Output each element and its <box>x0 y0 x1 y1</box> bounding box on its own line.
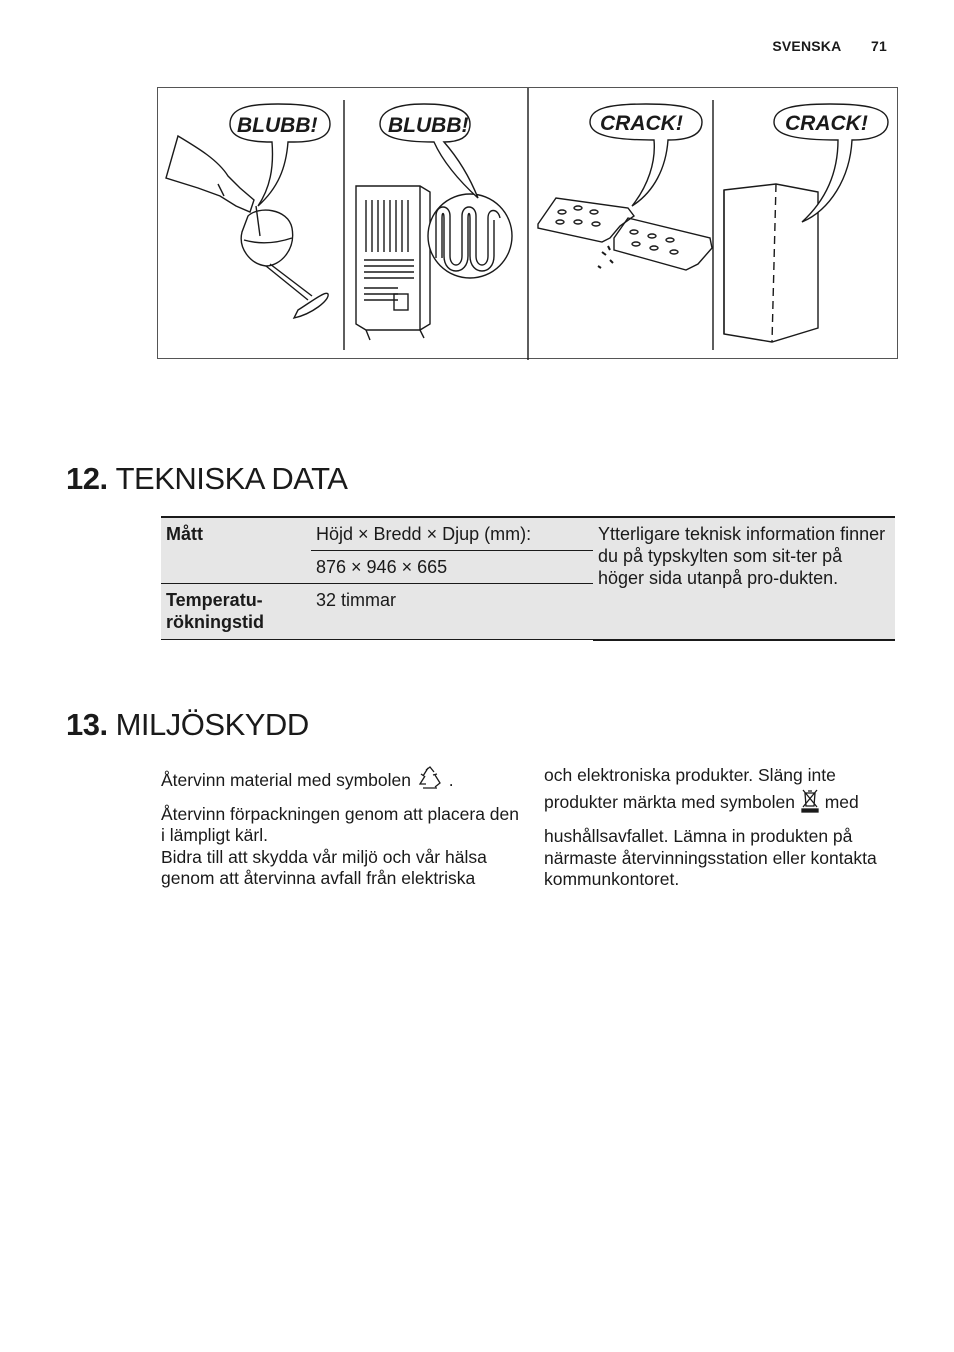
recycle-icon <box>416 766 444 798</box>
section-13-heading <box>66 707 309 743</box>
environment-text-column-1 <box>161 766 521 890</box>
row-label <box>161 551 311 584</box>
section-title: MILJÖSKYDD <box>115 707 309 742</box>
sound-bubble-4 <box>774 104 888 222</box>
paragraph: Bidra till att skydda vår miljö och vår hälsa genom att återvinna avfall från elektriska <box>161 846 487 888</box>
svg-text:CRACK!: CRACK! <box>600 112 683 135</box>
noise-illustration <box>157 87 898 359</box>
page-header <box>772 38 887 54</box>
wine-bottle-icon <box>166 136 254 212</box>
svg-text:BLUBB!: BLUBB! <box>388 114 469 137</box>
section-number: 13. <box>66 707 108 742</box>
wine-glass-icon <box>241 206 328 318</box>
sound-bubble-2 <box>380 104 478 198</box>
table-row <box>161 517 895 551</box>
fridge-rear-icon <box>356 186 430 340</box>
row-label: Mått <box>161 517 311 551</box>
technical-data-table <box>161 516 895 641</box>
section-12-heading <box>66 461 347 497</box>
recycle-text: Återvinn material med symbolen <box>161 770 411 790</box>
environment-text-column-2 <box>544 763 894 891</box>
row-value: 32 timmar <box>311 584 593 640</box>
row-value: 876 × 946 × 665 <box>311 551 593 584</box>
weee-text: och elektroniska produkter. Släng inte produkter märkta med symbolen <box>544 765 836 812</box>
paragraph: hushållsavfallet. Lämna in produkten på närmaste återvinningsstation eller kontakta kommunkontoret. <box>544 826 877 889</box>
crossed-out-bin-icon <box>800 788 820 821</box>
paragraph: Återvinn förpackningen genom att placera den i lämpligt kärl. <box>161 803 520 845</box>
page-number: 71 <box>871 38 887 54</box>
weee-text-end: med <box>824 792 859 812</box>
svg-text:BLUBB!: BLUBB! <box>237 114 318 137</box>
section-number: 12. <box>66 461 108 496</box>
table-note: Ytterligare teknisk information finner du på typskylten som sit-ter på höger sida utanpå pro-dukten. <box>593 517 895 640</box>
fridge-cabinet-icon <box>724 184 818 342</box>
ice-tray-icon <box>538 198 712 270</box>
recycle-text-end: . <box>448 770 454 790</box>
sound-bubble-1 <box>230 104 330 206</box>
header-language: SVENSKA <box>772 38 841 54</box>
coil-magnifier-icon <box>428 194 512 278</box>
section-title: TEKNISKA DATA <box>115 461 348 496</box>
row-label: Temperatu- rökningstid <box>161 584 311 640</box>
svg-text:CRACK!: CRACK! <box>785 112 868 135</box>
row-value: Höjd × Bredd × Djup (mm): <box>311 517 593 551</box>
sound-bubble-3 <box>590 104 702 206</box>
